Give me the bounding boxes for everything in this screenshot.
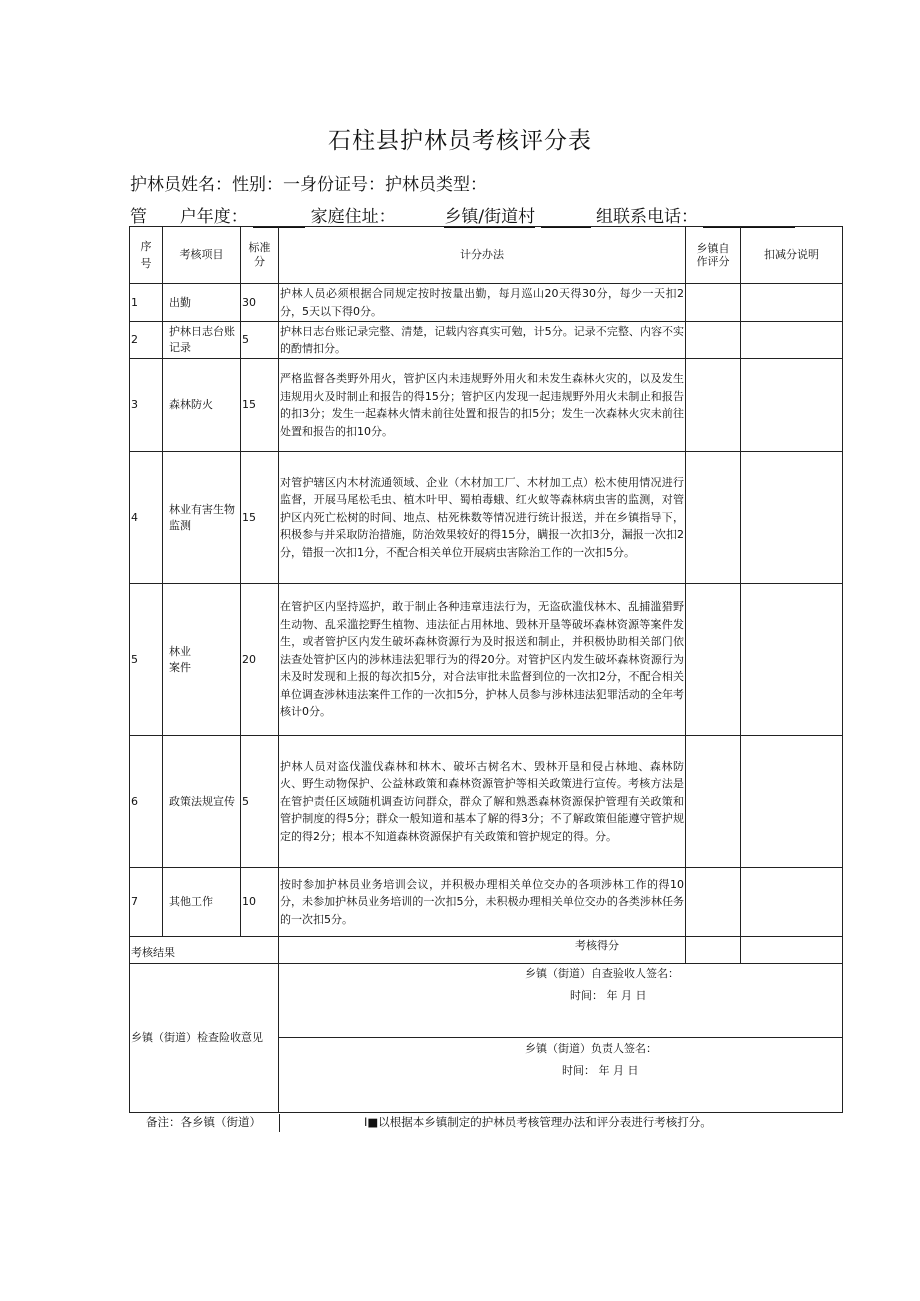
table-row [130,584,843,736]
row-self-score-cell[interactable] [686,359,741,452]
inspection-row-1 [130,964,843,1038]
row-note-cell[interactable] [741,359,843,452]
row-method: 严格监督各类野外用火，管护区内未违规野外用火和未发生森林火灾的，以及发生违规用火及时制止和报告的得15分；管护区内发现一起违规野外用火未制止和报告的扣3分；发生一起森林火情未前往处置和报告的扣5分；发生一次森林火灾未前往处置和报告的扣10分。 [279,359,686,452]
inspection-label: 乡镇（街道）检查险收意见 [130,964,279,1113]
row-method: 护林日志台账记录完整、清楚，记载内容真实可勉，计5分。记录不完整、内容不实的酌情扣分。 [279,322,686,359]
result-label: 考核结果 [130,937,279,964]
self-check-sign-area[interactable] [279,964,843,1038]
row-self-score-cell[interactable] [686,868,741,937]
footnote-right: I■以根据本乡镇制定的护林员考核管理办法和评分表进行考核打分。 [364,1115,712,1129]
page-title: 石柱县护林员考核评分表 [328,128,592,154]
row-score: 30 [241,284,279,322]
table-row [130,868,843,937]
header-no: 序号 [130,227,163,284]
row-self-score-cell[interactable] [686,284,741,322]
footnote-divider [279,1114,280,1132]
header-deduction-note: 扣减分说明 [741,227,843,284]
row-self-score-cell[interactable] [686,452,741,584]
row-note-cell[interactable] [741,322,843,359]
leader-sign-area[interactable] [279,1038,843,1113]
table-row [130,736,843,868]
row-no: 4 [130,452,163,584]
leader-date: 时间： 年 月 日 [562,1064,639,1077]
row-method: 在管护区内坚持巡护，敢于制止各种违章违法行为，无盗砍滥伐林木、乱捕滥猎野生动物、乱采滥挖野生植物、违法征占用林地、毁林开垦等破坏森林资源等案件发生，或者管护区内发生破坏森林资源行为及时报送和制止，并积极协助相关部门依法查处管护区内的涉林违法犯罪行为的得20分。对管护区内发生破坏森林资源行为未及时发现和上报的每次扣5分，对合法审批未监督到位的一次扣2分，不配合相关单位调查涉林违法案件工作的一次扣5分，护林人员参与涉林违法犯罪活动的全年考核计0分。 [279,584,686,736]
info-line-2 [130,202,795,228]
row-item: 护林日志台账记录 [163,322,241,359]
info-line-1: 护林员姓名：性别：一身份证号：护林员类型： [130,175,487,195]
self-check-date: 时间： 年 月 日 [570,989,647,1002]
header-score: 标准分 [241,227,279,284]
row-method: 护林人员对盗伐滥伐森林和林木、破坏古树名木、毁林开垦和侵占林地、森林防火、野生动物保护、公益林政策和森林资源管护等相关政策进行宣传。考核方法是在管护责任区域随机调查访问群众，群众了解和熟悉森林资源保护管理有关政策和管护制度的得5分；群众一般知道和基本了解的得3分；不了解政策但能遵守管护规定的得2分；根本不知道森林资源保护有关政策和管护规定的得。分。 [279,736,686,868]
row-self-score-cell[interactable] [686,322,741,359]
row-method: 对管护辖区内木材流通领域、企业（木材加工厂、木材加工点）松木使用情况进行监督，开展马尾松毛虫、植木叶甲、蜀柏毒蛾、红火蚁等森林病虫害的监测，对管护区内死亡松树的时间、地点、枯死株数等情况进行统计报送，并在乡镇指导下，积极参与并采取防治措施，防治效果较好的得15分，瞒报一次扣3分，漏报一次扣2分，错报一次扣1分，不配合相关单位开展病虫害除治工作的一次扣5分。 [279,452,686,584]
row-no: 3 [130,359,163,452]
header-self-score: 乡镇自作评分 [686,227,741,284]
info-line2-part-d: 乡镇/街道村 [444,207,536,227]
self-check-signer: 乡镇（街道）自查验收人签名： [525,967,679,980]
score-table [129,226,843,1113]
row-score: 15 [241,359,279,452]
row-no: 5 [130,584,163,736]
table-row [130,284,843,322]
row-no: 1 [130,284,163,322]
row-item: 出勤 [163,284,241,322]
header-method: 计分办法 [279,227,686,284]
header-item: 考核项目 [163,227,241,284]
row-no: 2 [130,322,163,359]
row-no: 7 [130,868,163,937]
leader-sign-block [280,1040,841,1112]
table-row [130,322,843,359]
row-self-score-cell[interactable] [686,584,741,736]
row-item: 林业 案件 [163,584,241,736]
row-score: 15 [241,452,279,584]
table-row [130,359,843,452]
result-note-cell[interactable] [741,937,843,964]
info-line2-part-c: 家庭住址： [310,207,396,227]
row-score: 5 [241,736,279,868]
info-line2-part-e: 组联系电话： [595,207,698,227]
row-item: 政策法规宣传 [163,736,241,868]
row-self-score-cell[interactable] [686,736,741,868]
leader-signer: 乡镇（街道）负责人签名： [525,1042,657,1055]
self-check-sign-block [280,965,841,1037]
row-score: 5 [241,322,279,359]
row-score: 20 [241,584,279,736]
table-row [130,452,843,584]
info-line2-part-b: 户年度： [179,207,248,227]
footnote-left: 备注：各乡镇（街道） [146,1115,261,1129]
result-row [130,937,843,964]
table-header-row [130,227,843,284]
row-score: 10 [241,868,279,937]
result-self-score-cell[interactable] [686,937,741,964]
row-item: 林业有害生物监测 [163,452,241,584]
info-line2-part-a: 管 [130,207,147,227]
row-note-cell[interactable] [741,736,843,868]
result-score-label: 考核得分 [279,937,686,964]
row-note-cell[interactable] [741,452,843,584]
row-item: 其他工作 [163,868,241,937]
row-note-cell[interactable] [741,584,843,736]
row-note-cell[interactable] [741,284,843,322]
row-method: 按时参加护林员业务培训会议，并积极办理相关单位交办的各项涉林工作的得10分，未参加护林员业务培训的一次扣5分，未积极办理相关单位交办的各类涉林任务的一次扣5分。 [279,868,686,937]
row-note-cell[interactable] [741,868,843,937]
row-method: 护林人员必须根据合同规定按时按量出勤，每月巡山20天得30分，每少一天扣2分，5天以下得0分。 [279,284,686,322]
row-item: 森林防火 [163,359,241,452]
row-no: 6 [130,736,163,868]
